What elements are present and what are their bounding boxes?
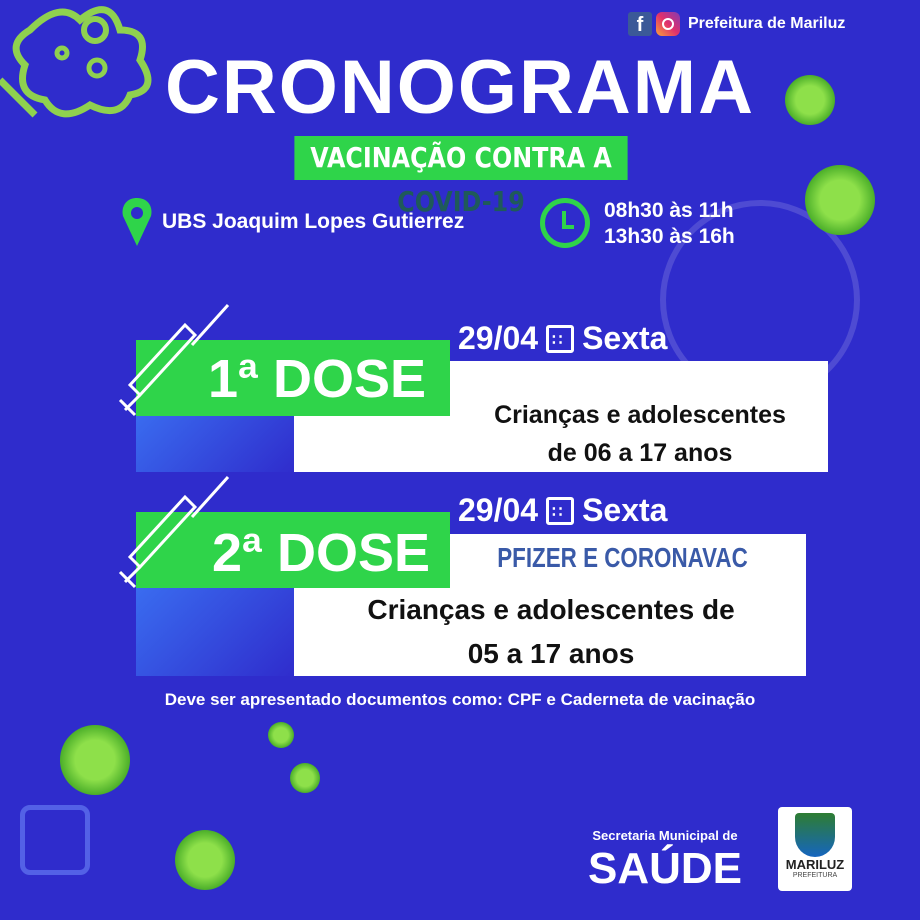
saude-label: SAÚDE (587, 844, 743, 893)
virus-icon (805, 165, 875, 235)
subtitle-highlight: COVID-19 (397, 185, 525, 218)
dose-1-label: 1ª DOSE (208, 349, 427, 409)
dose-2-label: 2ª DOSE (212, 523, 431, 583)
weekday-text: Sexta (582, 320, 668, 356)
secretaria-label: Secretaria Municipal de (592, 828, 738, 843)
calendar-icon (546, 497, 574, 525)
subtitle-banner (294, 136, 627, 218)
audience-line: 05 a 17 anos (467, 638, 635, 669)
dose-2-decoration (136, 584, 296, 676)
social-label: Prefeitura de Mariluz (688, 15, 846, 32)
dose-2-date (458, 492, 667, 529)
dose-1-audience (450, 396, 830, 472)
facebook-icon[interactable]: f (628, 12, 652, 36)
dose-2-audience (296, 588, 806, 676)
vaccine-names: PFIZER E CORONAVAC (497, 542, 748, 573)
clock-icon (540, 198, 590, 248)
coat-of-arms-icon (795, 813, 835, 857)
virus-icon (175, 830, 235, 890)
medical-cross-decoration (20, 805, 90, 875)
logo-sub: PREFEITURA (792, 872, 838, 879)
documents-note: Deve ser apresentado documentos como: CPF e Caderneta de vacinação (164, 690, 756, 709)
dose-1-date (458, 320, 667, 357)
mariluz-logo (778, 807, 852, 891)
subtitle-prefix: VACINAÇÃO CONTRA A (310, 141, 612, 174)
date-text: 29/04 (458, 320, 539, 356)
date-text: 29/04 (458, 492, 539, 528)
hours-afternoon: 13h30 às 16h (604, 225, 735, 248)
social-header (628, 12, 845, 36)
hours (604, 198, 735, 250)
audience-line: Crianças e adolescentes de (367, 594, 735, 625)
audience-line: de 06 a 17 anos (547, 439, 733, 467)
location-text: UBS Joaquim Lopes Gutierrez (162, 210, 465, 233)
virus-icon (268, 722, 294, 748)
calendar-icon (546, 325, 574, 353)
logo-name: MARILUZ (785, 857, 845, 872)
virus-icon (290, 763, 320, 793)
map-pin-icon (120, 196, 154, 248)
virus-icon (60, 725, 130, 795)
weekday-text: Sexta (582, 492, 668, 528)
page-title: CRONOGRAMA (165, 45, 755, 130)
location (120, 196, 464, 248)
instagram-icon[interactable] (656, 12, 680, 36)
hours-morning: 08h30 às 11h (604, 199, 734, 222)
audience-line: Crianças e adolescentes (494, 401, 786, 429)
